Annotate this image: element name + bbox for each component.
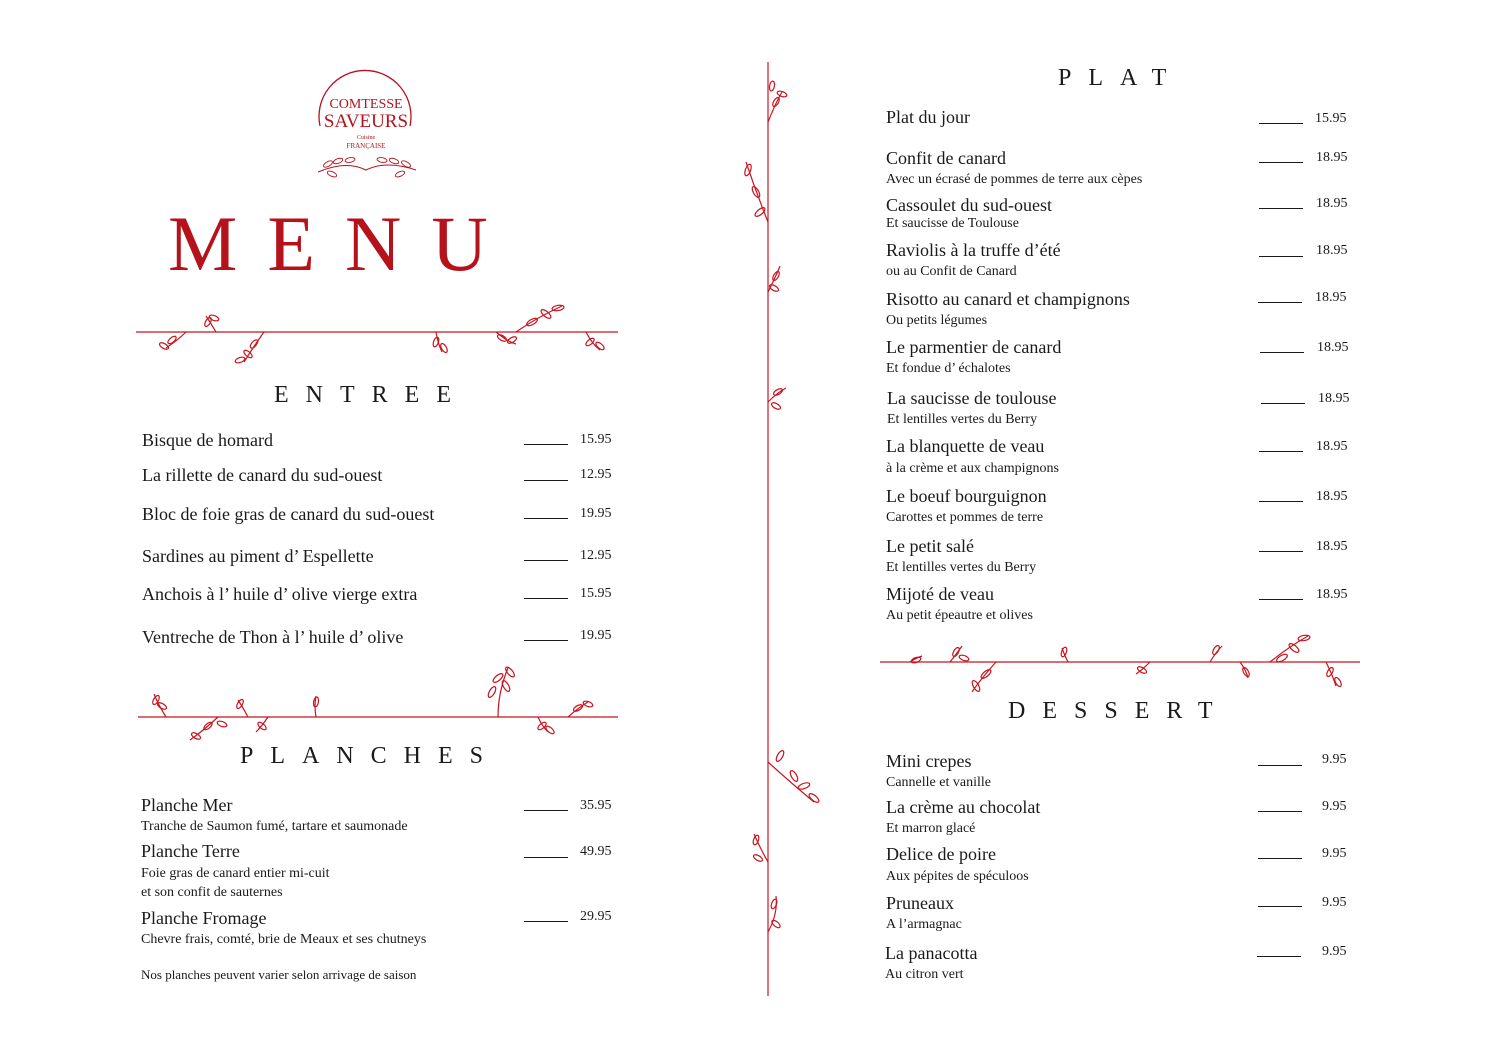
price-dash [1259,599,1303,600]
dessert-item-price: 9.95 [1322,799,1347,814]
entree-item-price: 19.95 [580,506,612,521]
price-dash [524,921,568,922]
price-dash [524,518,568,519]
dessert-item-price: 9.95 [1322,895,1347,910]
entree-item-price: 12.95 [580,548,612,563]
plat-item-desc: Et lentilles vertes du Berry [886,560,1037,575]
price-dash [1259,551,1303,552]
price-dash [1258,765,1302,766]
price-dash [1261,403,1305,404]
plat-item-price: 18.95 [1318,391,1350,406]
plat-item-price: 18.95 [1316,587,1348,602]
restaurant-logo [306,64,426,184]
entree-item-name: Ventreche de Thon à l’ huile d’ olive [142,627,404,647]
plat-item-name: Le petit salé [886,536,974,556]
logo-seal-icon [306,64,426,184]
price-dash [524,857,568,858]
entree-item-price: 12.95 [580,467,612,482]
entree-title: ENTREE [274,382,468,408]
dessert-item-desc: Aux pépites de spéculoos [886,869,1029,884]
vertical-vine-icon [736,62,826,996]
vine-divider-icon [880,630,1360,694]
entree-item-name: Bisque de homard [142,430,273,450]
logo-line4: FRANÇAISE [346,142,386,150]
plat-item-desc: Et saucisse de Toulouse [886,216,1019,231]
planche-item-name: Planche Fromage [141,908,267,928]
planche-item-price: 49.95 [580,844,612,859]
plat-item-desc: Au petit épeautre et olives [886,608,1033,623]
plat-item-name: La saucisse de toulouse [887,388,1057,408]
plat-item-desc: ou au Confit de Canard [886,264,1017,279]
planche-item-desc: Foie gras de canard entier mi-cuit [141,866,330,881]
price-dash [524,560,568,561]
dessert-item-desc: Au citron vert [885,967,964,982]
dessert-item-name: Delice de poire [886,844,996,864]
planche-item-name: Planche Terre [141,841,240,861]
vine-divider-icon [136,300,618,370]
entree-item-price: 15.95 [580,586,612,601]
entree-item-price: 15.95 [580,432,612,447]
plat-item-price: 18.95 [1317,340,1349,355]
plat-item-desc: Et fondue d’ échalotes [886,361,1011,376]
price-dash [1259,501,1303,502]
plat-item-price: 18.95 [1316,489,1348,504]
plat-item-price: 18.95 [1316,196,1348,211]
dessert-item-price: 9.95 [1322,752,1347,767]
plat-item-price: 15.95 [1315,111,1347,126]
price-dash [1258,811,1302,812]
plat-item-name: Le parmentier de canard [886,337,1062,357]
plat-item-desc: à la crème et aux champignons [886,461,1059,476]
plat-item-price: 18.95 [1315,290,1347,305]
price-dash [1259,256,1303,257]
planche-item-name: Planche Mer [141,795,233,815]
logo-line1: COMTESSE [329,97,403,112]
price-dash [524,598,568,599]
price-dash [1259,451,1303,452]
plat-item-price: 18.95 [1316,539,1348,554]
price-dash [524,640,568,641]
plat-item-desc: Ou petits légumes [886,313,988,328]
dessert-item-name: Mini crepes [886,751,972,771]
price-dash [1259,162,1303,163]
plat-item-name: Cassoulet du sud-ouest [886,195,1052,215]
planche-item-price: 29.95 [580,909,612,924]
dessert-title: DESSERT [1008,698,1230,724]
price-dash [1258,906,1302,907]
price-dash [1258,302,1302,303]
price-dash [1259,208,1303,209]
plat-item-name: Raviolis à la truffe d’été [886,240,1061,260]
entree-item-name: Anchois à l’ huile d’ olive vierge extra [142,584,418,604]
price-dash [524,810,568,811]
dessert-item-desc: Et marron glacé [886,821,976,836]
menu-title: MENU [168,200,518,287]
plat-item-price: 18.95 [1316,243,1348,258]
plat-item-name: Plat du jour [886,107,970,127]
dessert-item-desc: A l’armagnac [886,917,962,932]
price-dash [1259,123,1303,124]
dessert-item-name: La panacotta [885,943,978,963]
price-dash [1257,956,1301,957]
planche-item-desc: Chevre frais, comté, brie de Meaux et ses chutneys [141,932,427,947]
planche-item-desc: et son confit de sauternes [141,885,283,900]
dessert-item-price: 9.95 [1322,846,1347,861]
plat-item-price: 18.95 [1316,150,1348,165]
planches-title: PLANCHES [240,743,501,769]
entree-item-name: Bloc de foie gras de canard du sud-ouest [142,504,435,524]
entree-item-name: Sardines au piment d’ Espellette [142,546,374,566]
plat-item-desc: Carottes et pommes de terre [886,510,1044,525]
price-dash [524,444,568,445]
dessert-item-desc: Cannelle et vanille [886,775,991,790]
price-dash [524,480,568,481]
planches-note: Nos planches peuvent varier selon arrivage de saison [141,967,417,982]
plat-item-price: 18.95 [1316,439,1348,454]
dessert-item-name: La crème au chocolat [886,797,1041,817]
plat-item-name: Confit de canard [886,148,1006,168]
logo-line2: SAVEURS [323,111,409,132]
plat-item-desc: Et lentilles vertes du Berry [887,412,1038,427]
entree-item-name: La rillette de canard du sud-ouest [142,465,383,485]
entree-item-price: 19.95 [580,628,612,643]
logo-line3: Cuisine [356,135,376,141]
planche-item-desc: Tranche de Saumon fumé, tartare et saumonade [141,819,408,834]
vine-divider-icon [138,662,618,742]
planche-item-price: 35.95 [580,798,612,813]
price-dash [1260,352,1304,353]
plat-item-name: Le boeuf bourguignon [886,486,1047,506]
plat-item-name: Risotto au canard et champignons [886,289,1130,309]
plat-item-desc: Avec un écrasé de pommes de terre aux cèpes [886,172,1143,187]
dessert-item-price: 9.95 [1322,944,1347,959]
dessert-item-name: Pruneaux [886,893,954,913]
price-dash [1258,858,1302,859]
plat-item-name: Mijoté de veau [886,584,994,604]
plat-title: PLAT [1058,65,1184,91]
plat-item-name: La blanquette de veau [886,436,1045,456]
